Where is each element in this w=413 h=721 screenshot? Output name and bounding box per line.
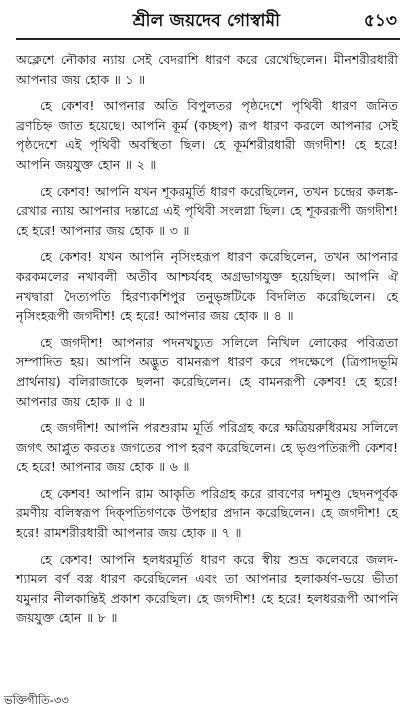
paragraph-8: হে কেশব! আপনি হলধরমূর্তি ধারণ করে স্বীয় শুভ্র কলেবরে জলদ-শ্যামল বর্ণ বস্ত্র ধারণ করেছিলেন এবং তা আপনার হলাকর্ষণ-ভয়ে ভীতা যমুনার নীলকান্তিই প্রকাশ করেছিল। হে জগদীশ! হে হরে! হলধররূপী আপনি জয়যুক্ত হোন ॥ ৮ ॥	[16, 551, 398, 626]
paragraph-3: হে কেশব! আপনি যখন শূকরমূর্তি ধারণ করেছিলেন, তখন চন্দ্রের কলঙ্ক-রেখার ন্যায় আপনার দন্তাগ্রে এই পৃথিবী সংলগ্না ছিল। হে শূকররূপী জগদীশ! হে হরে! আপনার জয় হোক ॥ ৩ ॥	[16, 183, 398, 238]
paragraph-1: অক্লেশে নৌকার ন্যায় সেই বেদরাশি ধারণ করে রেখেছিলেন। মীনশরীরধারী আপনার জয় হোক ॥ ১ ॥	[16, 52, 398, 87]
paragraph-2: হে কেশব! আপনার অতি বিপুলতর পৃষ্ঠদেশে পৃথিবী ধারণ জনিত ব্রণচিহ্ন জাত হয়েছে। আপনি কূর্ম (কচ্ছপ) রূপ ধারণ করলে আপনার সেই পৃষ্ঠদেশে এই পৃথিবী অবস্থিতা ছিল। হে কূর্মশরীরধারী জগদীশ! হে হরে! আপনি জয়যুক্ত হোন ॥ ২ ॥	[16, 98, 398, 172]
header-rule	[16, 38, 400, 40]
text-body	[16, 50, 398, 635]
paragraph-6: হে জগদীশ! আপনি পরশুরাম মূর্তি পরিগ্রহ করে ক্ষত্রিয়রুধিরময় সলিলে জগৎ আপ্লুত করতঃ জগতের পাপ হরণ করেছিলেন। হে ভৃগুপতিরূপী কেশব! হে হরে! আপনার জয় হোক ॥ ৬ ॥	[16, 420, 398, 475]
paragraph-4: হে কেশব! যখন আপনি নৃসিংহরূপ ধারণ করেছিলেন, তখন আপনার করকমলের নখাবলী অতীব আশ্চর্যবহ অগ্রভাগযুক্ত হয়েছিল। আপনি ঐ নখদ্বারা দৈত্যপতি হিরণ্যকশিপুর তনুভৃঙ্গটিকে বিদলিত করেছিলেন। হে নৃসিংহরূপী জগদীশ! হে হরে! আপনার জয় হোক ॥ ৪ ॥	[16, 249, 398, 324]
page-header	[0, 0, 413, 34]
paragraph-5: হে জগদীশ! আপনার পদনখচ্যুত সলিলে নিখিল লোকের পবিত্রতা সম্পাদিত হয়। আপনি অদ্ভুত বামনরূপ ধারণ করে পদক্ষেপে (ত্রিপাদভূমি প্রার্থনায়) বলিরাজাকে ছলনা করেছিলেন। হে বামনরূপী কেশব! হে হরে! আপনার জয় হোক ॥ ৫ ॥	[16, 334, 398, 409]
running-title: শ্রীল জয়দেব গোস্বামী	[132, 11, 281, 31]
page-number: ৫১৩	[363, 11, 397, 31]
footer-label: ভক্তিগীতি-৩৩	[4, 693, 69, 707]
paragraph-7: হে কেশব! আপনি রাম আকৃতি পরিগ্রহ করে রাবণের দশমুণ্ড ছেদনপূর্বক রমণীয় বলিস্বরূপ দিক্‌পতিগণকে উপহার প্রদান করেছিলেন। হে জগদীশ! হে হরে! রামশরীরধারী আপনার জয় হোক ॥ ৭ ॥	[16, 485, 398, 541]
